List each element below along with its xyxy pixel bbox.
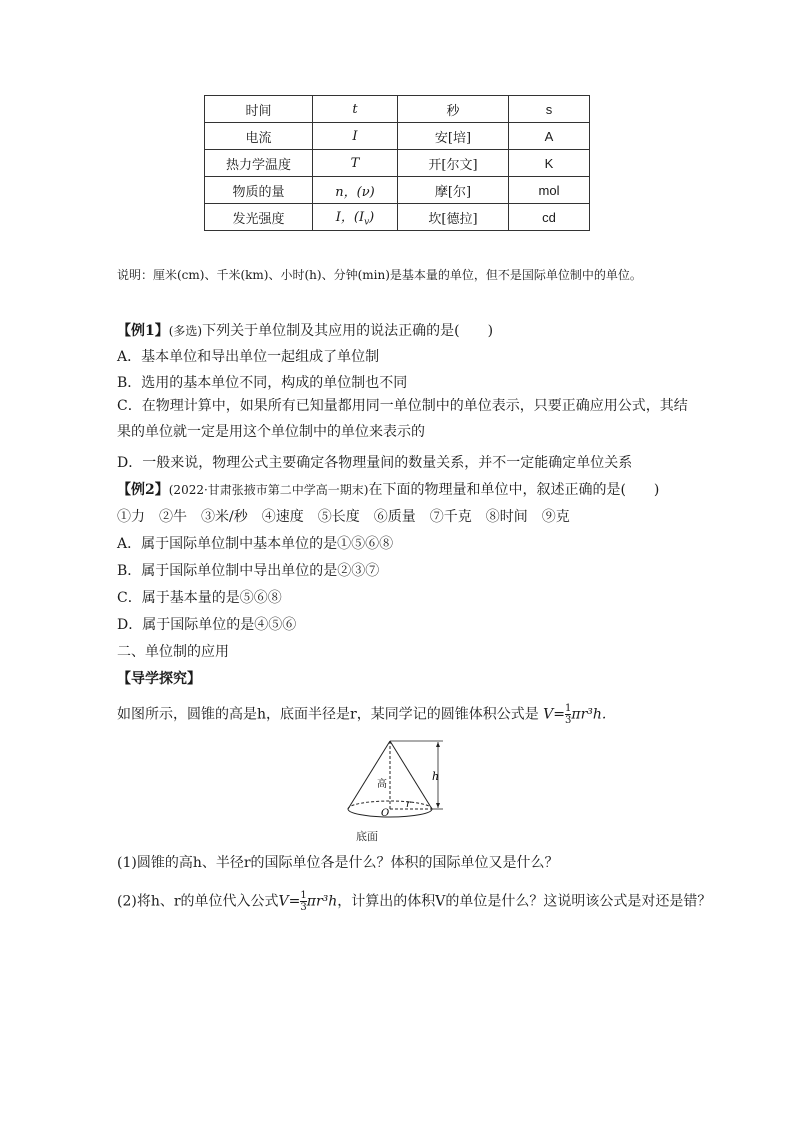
question-1: (1)圆锥的高h、半径r的国际单位各是什么？体积的国际单位又是什么？ [117,855,559,871]
example2-question-text: 在下面的物理量和单位中，叙述正确的是( ) [368,482,660,498]
example2-source: (2022·甘肃张掖市第二中学高一期末) [168,483,369,497]
cone-left-edge [348,741,390,809]
section2-intro [117,703,606,726]
question-2 [117,890,711,913]
formula-denominator: 3 [565,715,572,726]
unit-name-cell-text: 安[培] [434,130,472,146]
example2-option-c: C．属于基本量的是⑤⑥⑧ [117,590,282,606]
example2-items: ①力 ②牛 ③米/秒 ④速度 ⑤长度 ⑥质量 ⑦千克 ⑧时间 ⑨克 [117,509,570,525]
unit-symbol-cell-text: s [545,101,553,117]
quantity-cell [205,150,313,177]
unit-symbol-cell [509,96,590,123]
unit-symbol-cell-text: A [544,128,554,144]
label-height: 高 [377,779,387,790]
label-r: r [406,799,411,810]
symbol-cell [313,150,398,177]
quantity-cell-text: 物质的量 [232,184,285,200]
quantity-cell [205,96,313,123]
example1-question-text: 下列关于单位制及其应用的说法正确的是( ) [202,323,494,339]
unit-symbol-cell [509,204,590,231]
unit-symbol-cell-text: cd [542,209,556,225]
symbol-cell-text: n，(ν) [335,184,375,200]
symbol-cell-text: t [352,101,358,117]
q2-post: ，计算出的体积V的单位是什么？这说明该公式是对还是错？ [337,893,712,910]
unit-name-cell-text: 摩[尔] [434,184,472,200]
example1-tag: 【例1】 [117,323,169,339]
example1-question [117,320,493,340]
q2-pre: (2)将h、r的单位代入公式 [117,893,279,910]
q2-numerator: 1 [300,890,307,901]
table-row [205,150,590,177]
formula-lhs: V= [543,706,566,723]
symbol-cell [313,96,398,123]
label-h: h [432,770,440,783]
example1-option-a: A．基本单位和导出单位一起组成了单位制 [117,349,380,365]
example2-option-a: A．属于国际单位制中基本单位的是①⑤⑥⑧ [117,536,394,552]
quantity-cell [205,123,313,150]
unit-symbol-cell [509,177,590,204]
cone-diagram [343,738,453,818]
symbol-cell [313,123,398,150]
table-row [205,123,590,150]
unit-symbol-cell [509,150,590,177]
example1-option-d: D．一般来说，物理公式主要确定各物理量间的数量关系，并不一定能确定单位关系 [117,455,633,471]
symbol-cell-text: T [350,155,360,171]
section2-heading: 二、单位制的应用 [117,644,229,660]
q2-lhs: V= [278,893,301,910]
table-row [205,96,590,123]
unit-name-cell [398,177,509,204]
unit-symbol-cell [509,123,590,150]
symbol-cell [313,177,398,204]
guide-heading: 【导学探究】 [117,671,201,687]
quantity-cell-text: 热力学温度 [225,157,291,173]
example2-tag: 【例2】 [117,482,169,498]
quantity-cell-text: 电流 [245,130,272,146]
quantity-cell [205,204,313,231]
formula-numerator: 1 [565,703,572,714]
note-text: 说明：厘米(cm)、千米(km)、小时(h)、分钟(min)是基本量的单位，但不是国际单位制中的单位。 [117,268,642,282]
quantity-cell-text: 时间 [245,103,272,119]
q2-denominator: 3 [300,902,307,913]
example1-option-b: B．选用的基本单位不同，构成的单位制也不同 [117,375,408,391]
unit-name-cell-text: 秒 [446,103,460,119]
cone-right-edge [390,741,432,809]
unit-name-cell-text: 开[尔文] [428,157,478,173]
table-row [205,204,590,231]
unit-name-cell [398,204,509,231]
example1-option-c: C．在物理计算中，如果所有已知量都用同一单位制中的单位表示，只要正确应用公式，其结果的单位就一定是用这个单位制中的单位来表示的 [117,398,688,440]
dim-arrow-down [436,803,440,808]
unit-name-cell [398,96,509,123]
label-base: 底面 [356,830,378,843]
symbol-cell [313,204,398,231]
intro-text: 如图所示，圆锥的高是h，底面半径是r，某同学记的圆锥体积公式是 [117,706,539,723]
example1-tag-note: (多选) [168,324,203,338]
unit-name-cell-text: 坎[德拉] [428,211,478,227]
q2-rhs: πr³h [306,893,338,910]
quantity-cell [205,177,313,204]
formula-rhs: πr³h. [571,706,607,723]
symbol-subscript: v [364,217,370,228]
label-O: O [381,808,390,818]
units-table [204,95,590,231]
symbol-cell-text: I [352,128,358,144]
example2-option-b: B．属于国际单位制中导出单位的是②③⑦ [117,563,380,579]
example2-option-d: D．属于国际单位的是④⑤⑥ [117,617,297,633]
unit-symbol-cell-text: mol [538,182,560,198]
unit-symbol-cell-text: K [544,155,554,171]
unit-name-cell [398,123,509,150]
table-row [205,177,590,204]
unit-name-cell [398,150,509,177]
cone-base-front [348,809,432,817]
symbol-cell-text: I，(I [335,210,365,226]
dim-arrow-up [436,742,440,747]
symbol-tail: ) [369,210,375,226]
quantity-cell-text: 发光强度 [232,211,285,227]
example2-question [117,479,659,499]
